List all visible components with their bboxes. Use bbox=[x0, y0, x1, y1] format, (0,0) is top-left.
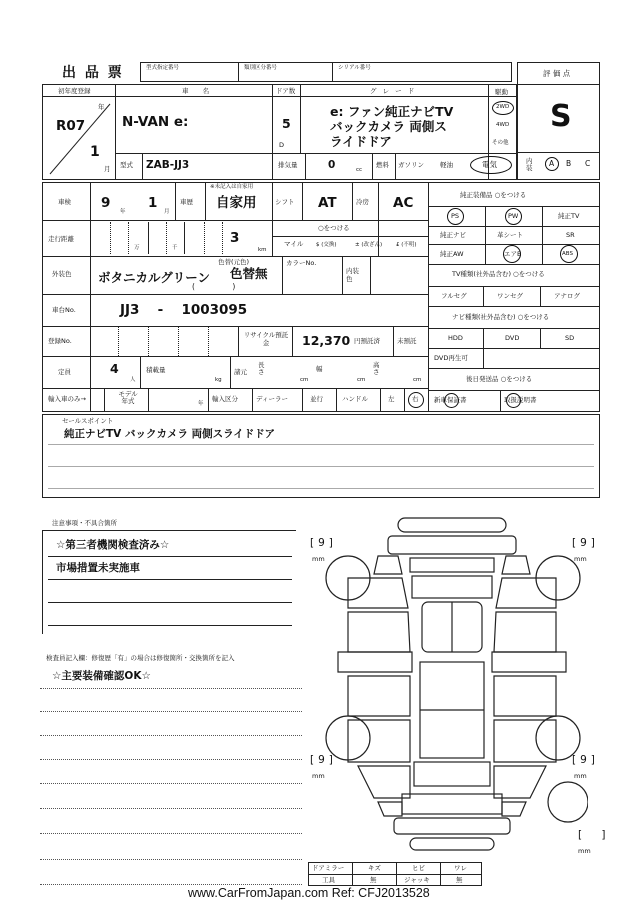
notes-line-2: 市場措置未実施車 bbox=[56, 562, 140, 574]
model-code: ZAB-JJ3 bbox=[146, 159, 190, 171]
sales-point-section bbox=[42, 414, 600, 498]
first-registration-month: 1 bbox=[90, 144, 100, 160]
inspector-line-1: ☆主要装備確認OK☆ bbox=[52, 670, 151, 682]
usage-type: 自家用 bbox=[216, 195, 257, 211]
displacement: 0 bbox=[328, 159, 336, 171]
grade-text: e: ファン純正ナビTV バックカメラ 両側ス ライドドア bbox=[330, 104, 454, 149]
handle-right: 右 bbox=[412, 395, 419, 403]
sales-point-text: 純正ナビTV バックカメラ 両側スライドドア bbox=[64, 428, 275, 440]
first-registration-year: R07 bbox=[56, 118, 86, 134]
notes-line-1: ☆第三者機関検査済み☆ bbox=[56, 539, 170, 551]
mileage-value: 3 bbox=[230, 230, 240, 246]
car-diagram bbox=[318, 512, 588, 862]
fuel-electric: 電気 bbox=[482, 160, 497, 169]
door-count: 5 bbox=[282, 116, 291, 131]
id-number-row bbox=[140, 62, 512, 82]
chassis-number: JJ3 - 1003095 bbox=[120, 302, 248, 318]
form-title: 出 品 票 bbox=[62, 65, 124, 81]
seat-capacity: 4 bbox=[110, 361, 119, 376]
evaluation-score: S bbox=[550, 99, 572, 134]
car-name: N-VAN e: bbox=[122, 114, 189, 130]
exterior-color: ボタニカルグリーン bbox=[98, 270, 211, 285]
recycle-fee: 12,370 bbox=[302, 333, 351, 348]
ac-type: AC bbox=[393, 195, 414, 211]
shift-type: AT bbox=[318, 195, 337, 211]
footer-reference: www.CarFromJapan.com Ref: CFJ2013528 bbox=[188, 886, 430, 900]
